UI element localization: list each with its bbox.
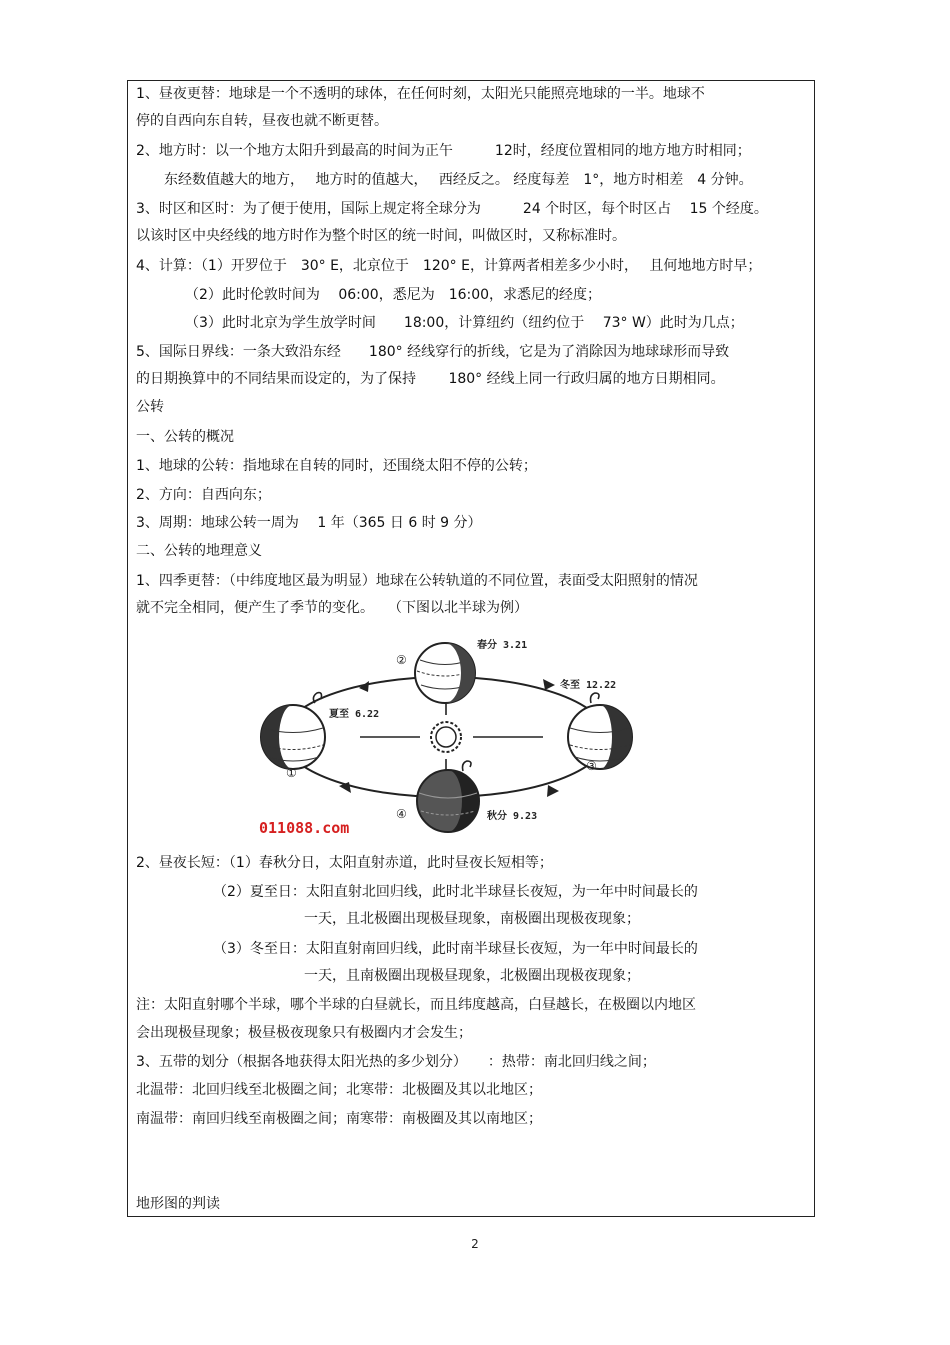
earth-orbit-diagram xyxy=(255,633,640,841)
text-line: （2）夏至日：太阳直射北回归线，此时北半球昼长夜短，为一年中时间最长的 xyxy=(136,884,698,900)
earth-globe-spring xyxy=(415,643,475,703)
text-line: 2、方向：自西向东； xyxy=(136,487,271,503)
orbit-arrow xyxy=(543,679,555,690)
text-line: 东经数值越大的地方， 地方时的值越大， 西经反之。 经度每差 1°，地方时相差 4 分钟。 xyxy=(136,172,753,188)
text-line: 1、昼夜更替：地球是一个不透明的球体，在任何时刻，太阳光只能照亮地球的一半。地球不 xyxy=(136,86,705,102)
text-line: 停的自西向东自转，昼夜也就不断更替。 xyxy=(136,113,388,129)
position-number-1: ① xyxy=(286,766,297,780)
winter-solstice-label: 冬至 12.22 xyxy=(560,680,617,691)
section-heading: 公转 xyxy=(136,399,164,415)
text-line: 3、五带的划分（根据各地获得太阳光热的多少划分） ：热带：南北回归线之间； xyxy=(136,1054,656,1070)
position-number-4: ④ xyxy=(396,807,407,821)
autumn-equinox-label: 秋分 9.23 xyxy=(487,811,538,822)
text-line: 2、昼夜长短：（1）春秋分日，太阳直射赤道，此时昼夜长短相等； xyxy=(136,855,553,871)
sun-icon xyxy=(431,722,461,752)
earth-globe-autumn xyxy=(417,761,479,832)
text-line: 3、周期：地球公转一周为 1 年（365 日 6 时 9 分） xyxy=(136,515,482,531)
text-line: 5、国际日界线：一条大致沿东经 180° 经线穿行的折线，它是为了消除因为地球球形而导致 xyxy=(136,344,730,360)
text-line: 以该时区中央经线的地方时作为整个时区的统一时间，叫做区时，又称标准时。 xyxy=(136,228,626,244)
text-line: 一天，且南极圈出现极昼现象，北极圈出现极夜现象； xyxy=(136,968,640,984)
text-line: （3）冬至日：太阳直射南回归线，此时南半球昼长夜短，为一年中时间最长的 xyxy=(136,941,698,957)
text-line: （2）此时伦敦时间为 06:00，悉尼为 16:00，求悉尼的经度； xyxy=(136,287,602,303)
text-line: 一天，且北极圈出现极昼现象，南极圈出现极夜现象； xyxy=(136,911,640,927)
summer-solstice-label: 夏至 6.22 xyxy=(329,709,380,720)
text-line: 1、地球的公转：指地球在自转的同时，还围绕太阳不停的公转； xyxy=(136,458,537,474)
text-line: 1、四季更替：（中纬度地区最为明显）地球在公转轨道的不同位置，表面受太阳照射的情况 xyxy=(136,573,698,589)
text-line: 的日期换算中的不同结果而设定的，为了保持 180° 经线上同一行政归属的地方日期相同。 xyxy=(136,371,725,387)
position-number-2: ② xyxy=(396,653,407,667)
text-line: （3）此时北京为学生放学时间 18:00，计算纽约（纽约位于 73° W）此时为几点； xyxy=(136,315,744,331)
earth-globe-summer xyxy=(261,693,325,769)
position-number-3: ③ xyxy=(586,759,597,773)
text-line: 南温带：南回归线至南极圈之间；南寒带：南极圈及其以南地区； xyxy=(136,1111,542,1127)
text-line: 就不完全相同，便产生了季节的变化。 （下图以北半球为例） xyxy=(136,600,528,616)
note-line: 注：太阳直射哪个半球，哪个半球的白昼就长，而且纬度越高，白昼越长，在极圈以内地区 xyxy=(136,997,696,1013)
section-heading: 地形图的判读 xyxy=(136,1196,220,1212)
earth-globe-winter xyxy=(568,693,632,769)
spring-equinox-label: 春分 3.21 xyxy=(477,640,528,651)
page-number: 2 xyxy=(471,1237,479,1251)
text-line: 2、地方时：以一个地方太阳升到最高的时间为正午 12时，经度位置相同的地方地方时相同； xyxy=(136,143,751,159)
watermark-text: 011088.com xyxy=(259,819,350,837)
text-line: 3、时区和区时：为了便于使用，国际上规定将全球分为 24 个时区，每个时区占 15 个经度。 xyxy=(136,201,768,217)
section-heading: 二、公转的地理意义 xyxy=(136,543,262,559)
orbit-arrow xyxy=(547,785,559,797)
note-line: 会出现极昼现象；极昼极夜现象只有极圈内才会发生； xyxy=(136,1025,472,1041)
text-line: 北温带：北回归线至北极圈之间；北寒带：北极圈及其以北地区； xyxy=(136,1082,542,1098)
text-line: 4、计算：（1）开罗位于 30° E，北京位于 120° E，计算两者相差多少小时， 且何地地方时早； xyxy=(136,258,762,274)
section-heading: 一、公转的概况 xyxy=(136,429,234,445)
